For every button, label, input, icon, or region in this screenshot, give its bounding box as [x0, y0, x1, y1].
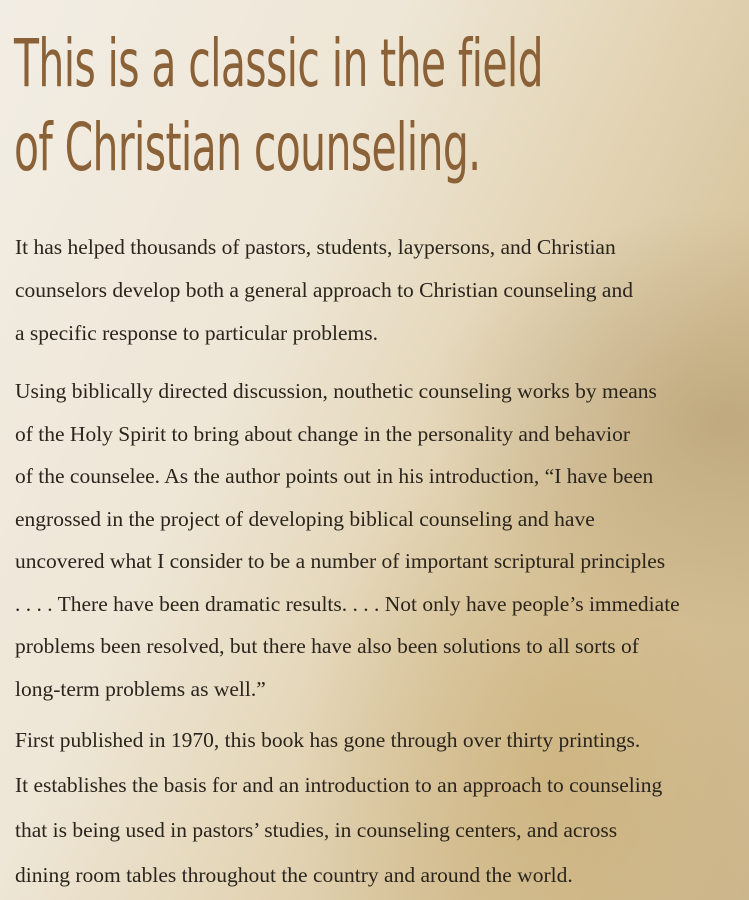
- text-line: of the Holy Spirit to bring about change in the personality and behavior: [15, 421, 630, 446]
- text-line: counselors develop both a general approach to Christian counseling and: [15, 278, 633, 302]
- text-line: that is being used in pastors’ studies, in counseling centers, and across: [15, 818, 618, 842]
- text-line: dining room tables throughout the country and around the world.: [15, 863, 573, 887]
- text-line: engrossed in the project of developing biblical counseling and have: [15, 506, 595, 531]
- heading-line: This is a classic in the field: [14, 25, 544, 102]
- heading-line: of Christian counseling.: [14, 109, 481, 186]
- text-line: . . . . There have been dramatic results. . . . Not only have people’s immediate: [15, 591, 680, 616]
- text-line: Using biblically directed discussion, nouthetic counseling works by means: [15, 379, 657, 403]
- paragraph-publication: [15, 718, 662, 898]
- heading: [14, 22, 543, 190]
- text-line: uncovered what I consider to be a number of important scriptural principles: [15, 549, 666, 573]
- text-line: problems been resolved, but there have also been solutions to all sorts of: [15, 634, 639, 658]
- text-line: of the counselee. As the author points out in his introduction, “I have been: [15, 464, 654, 488]
- text-line: It has helped thousands of pastors, students, laypersons, and Christian: [15, 235, 616, 259]
- paragraph-description: [15, 370, 680, 710]
- text-line: First published in 1970, this book has gone through over thirty printings.: [15, 728, 641, 752]
- text-line: a specific response to particular problems.: [15, 321, 378, 345]
- text-line: long-term problems as well.”: [15, 676, 266, 701]
- text-line: It establishes the basis for and an introduction to an approach to counseling: [15, 773, 663, 797]
- paragraph-intro: [15, 226, 633, 355]
